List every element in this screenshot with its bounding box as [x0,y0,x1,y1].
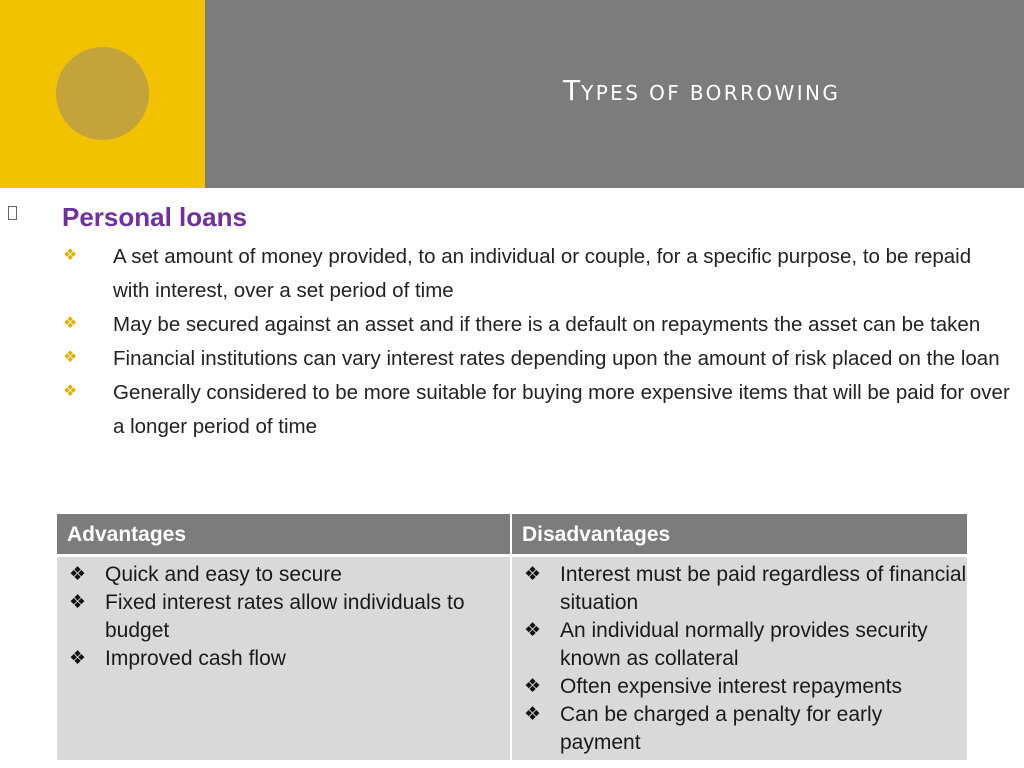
bullet-item [62,342,1012,376]
diamond-bullet-icon: ❖ [63,313,78,332]
diamond-bullet-icon: ❖ [524,703,542,725]
advantages-cell [57,557,510,760]
diamond-bullet-icon: ❖ [524,619,542,641]
diamond-bullet-icon: ❖ [524,675,542,697]
missing-glyph-icon [8,206,17,220]
slide-title-initial: T [563,74,582,107]
diamond-bullet-icon: ❖ [63,381,78,400]
bullet-item [62,240,1012,308]
disadvantage-item [522,617,967,673]
diamond-bullet-icon: ❖ [69,563,87,585]
disadvantage-item [522,673,967,701]
bullet-text: A set amount of money provided, to an individual or couple, for a specific purpose, to be repaid with interest, over a set period of time [113,245,972,302]
diamond-bullet-icon: ❖ [63,245,78,264]
advantage-text: Quick and easy to secure [105,563,342,586]
diamond-bullet-icon: ❖ [69,591,87,613]
advantage-item [67,561,510,589]
slide-title [563,74,840,107]
bullet-item [62,376,1012,444]
advantages-header: Advantages [57,514,510,554]
advantage-item [67,645,510,673]
disadvantage-text: Often expensive interest repayments [560,675,903,698]
advantage-text: Fixed interest rates allow individuals to budget [105,591,465,642]
disadvantages-cell [512,557,967,760]
pros-cons-table [57,514,967,760]
disadvantage-item [522,701,967,757]
slide-title-rest: YPES OF BORROWING [581,81,841,105]
section-heading: Personal loans [62,202,247,232]
advantage-item [67,589,510,645]
disadvantages-header: Disadvantages [512,514,967,554]
disadvantage-text: Interest must be paid regardless of financial situation [560,563,967,614]
diamond-bullet-icon: ❖ [69,647,87,669]
diamond-bullet-icon: ❖ [524,563,542,585]
disadvantage-text: An individual normally provides security known as collateral [560,619,928,670]
bullet-text: Generally considered to be more suitable for buying more expensive items that will be paid for over a longer period of time [113,381,1010,438]
bullet-text: Financial institutions can vary interest rates depending upon the amount of risk placed on the loan [113,347,1000,370]
bullet-item [62,308,1012,342]
decorative-circle [56,47,149,140]
diamond-bullet-icon: ❖ [63,347,78,366]
disadvantage-item [522,561,967,617]
disadvantage-text: Can be charged a penalty for early payment [560,703,883,754]
advantage-text: Improved cash flow [105,647,286,670]
bullet-text: May be secured against an asset and if there is a default on repayments the asset can be taken [113,313,981,336]
header-accent-block [0,0,205,188]
bullet-list [62,240,1012,444]
